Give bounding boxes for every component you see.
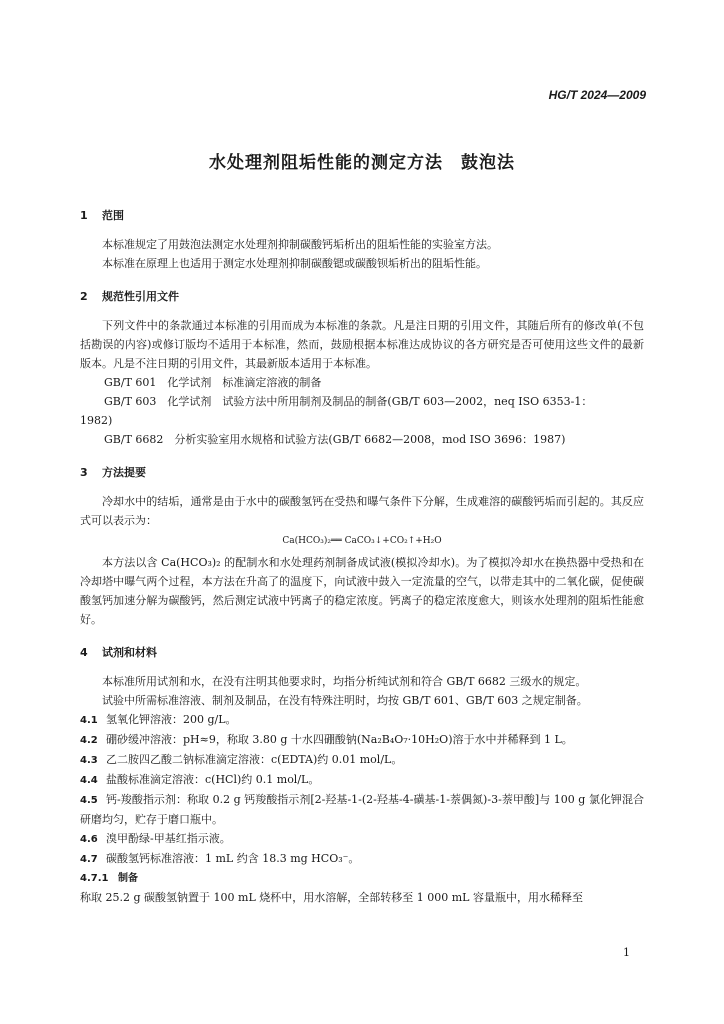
section-heading-reagents [80, 643, 644, 662]
list-item: 4.5 钙-羧酸指示剂：称取 0.2 g 钙羧酸指示剂[2-羟基-1-(2-羟基-4-磺基-1-萘偶氮)-3-萘甲酸]与 100 g 氯化钾混合研磨均匀，贮存于磨口瓶中。 [80, 793, 644, 826]
section-title: 规范性引用文件 [102, 290, 179, 303]
paragraph: 冷却水中的结垢，通常是由于水中的碳酸氢钙在受热和曝气条件下分解，生成难溶的碳酸钙垢而引起的。其反应式可以表示为： [80, 495, 644, 527]
list-item: 4.3 乙二胺四乙酸二钠标准滴定溶液：c(EDTA)约 0.01 mol/L。 [80, 753, 403, 766]
section-number: 1 [80, 209, 88, 222]
section-number: 4 [80, 646, 88, 659]
reference-item: GB/T 6682 分析实验室用水规格和试验方法(GB/T 6682—2008，mod ISO 3696：1987) [104, 433, 566, 446]
reference-item: GB/T 601 化学试剂 标准滴定溶液的制备 [104, 376, 322, 389]
section-title: 范围 [102, 209, 124, 222]
section-heading-scope [80, 206, 644, 225]
list-item: 4.1 氢氧化钾溶液：200 g/L。 [80, 713, 237, 726]
list-item: 4.2 硼砂缓冲溶液：pH≈9，称取 3.80 g 十水四硼酸钠(Na₂B₄O₇·10H₂O)溶于水中并稀释到 1 L。 [80, 733, 573, 746]
section-title: 方法提要 [102, 466, 146, 479]
list-item: 4.4 盐酸标准滴定溶液：c(HCl)约 0.1 mol/L。 [80, 773, 320, 786]
section-title: 试剂和材料 [102, 646, 157, 659]
paragraph: 本标准所用试剂和水，在没有注明其他要求时，均指分析纯试剂和符合 GB/T 6682 三级水的规定。 [102, 675, 587, 688]
reference-item: GB/T 603 化学试剂 试验方法中所用制剂及制品的制备(GB/T 603—2002，neq ISO 6353-1： [104, 395, 593, 408]
page-number: 1 [623, 946, 630, 959]
paragraph: 本标准规定了用鼓泡法测定水处理剂抑制碳酸钙垢析出的阻垢性能的实验室方法。 [102, 238, 498, 251]
document-body [80, 198, 644, 907]
paragraph: 下列文件中的条款通过本标准的引用而成为本标准的条款。凡是注日期的引用文件，其随后所有的修改单(不包括勘误的内容)或修订版均不适用于本标准，然而，鼓励根据本标准达成协议的各方研究是否可使用这些文件的最新版本。凡是不注日期的引用文件，其最新版本适用于本标准。 [80, 319, 644, 370]
document-title: 水处理剂阻垢性能的测定方法 鼓泡法 [209, 153, 515, 173]
reaction-formula: Ca(HCO₃)₂══ CaCO₃↓+CO₂↑+H₂O [282, 536, 442, 546]
section-number: 3 [80, 466, 88, 479]
subsection-heading: 4.7.1 制备 [80, 873, 138, 884]
list-item: 4.7 碳酸氢钙标准溶液：1 mL 约含 18.3 mg HCO₃⁻。 [80, 852, 360, 865]
standard-code: HG/T 2024—2009 [548, 88, 646, 102]
paragraph: 称取 25.2 g 碳酸氢钠置于 100 mL 烧杯中，用水溶解，全部转移至 1 000 mL 容量瓶中，用水稀释至 [80, 891, 583, 904]
paragraph: 本标准在原理上也适用于测定水处理剂抑制碳酸锶或碳酸钡垢析出的阻垢性能。 [102, 257, 487, 270]
list-item: 4.6 溴甲酚绿-甲基红指示液。 [80, 832, 231, 845]
reference-item-continuation: 1982) [80, 414, 113, 427]
paragraph: 本方法以含 Ca(HCO₃)₂ 的配制水和水处理药剂制备成试液(模拟冷却水)。为了模拟冷却水在换热器中受热和在冷却塔中曝气两个过程，本方法在升高了的温度下，向试液中鼓入一定流量的空气，以带走其中的二氧化碳，促使碳酸氢钙加速分解为碳酸钙，然后测定试液中钙离子的稳定浓度。钙离子的稳定浓度愈大，则该水处理剂的阻垢性能愈好。 [80, 556, 644, 626]
paragraph: 试验中所需标准溶液、制剂及制品，在没有特殊注明时，均按 GB/T 601、GB/T 603 之规定制备。 [102, 694, 588, 707]
section-number: 2 [80, 290, 88, 303]
section-heading-normative-references [80, 287, 644, 306]
section-heading-method-summary [80, 463, 644, 482]
